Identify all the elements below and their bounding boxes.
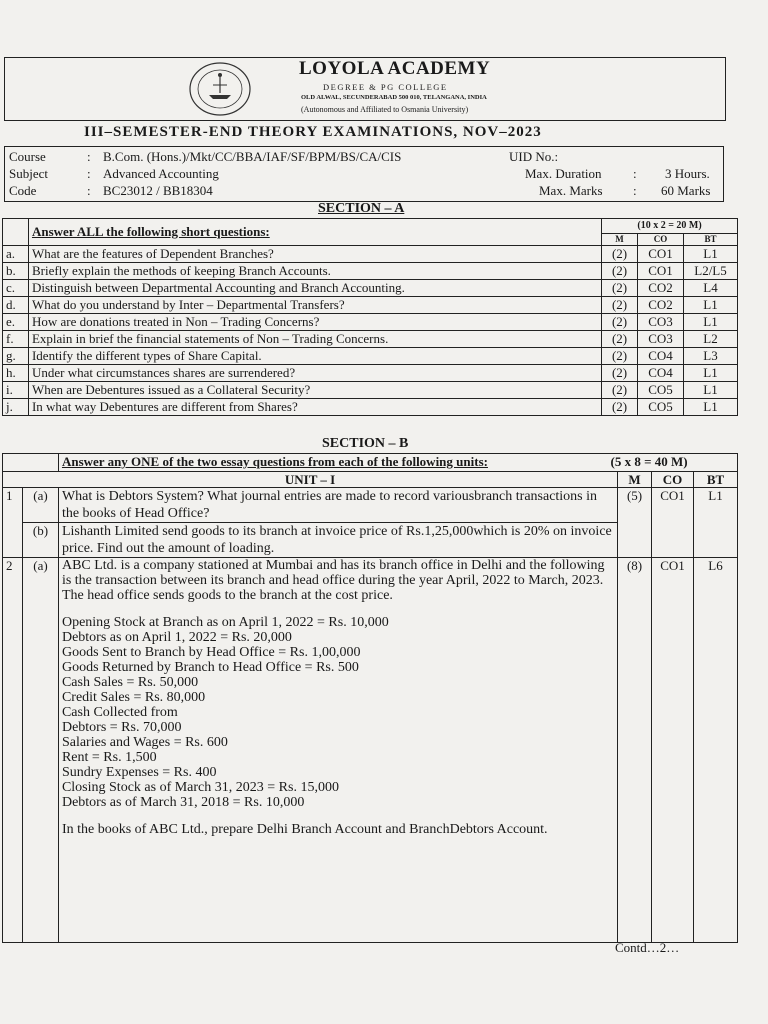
question-co: CO3 [638,331,684,348]
question-marks: (2) [602,331,638,348]
question-label: i. [3,382,29,399]
col-m-header: M [618,472,652,488]
subject-label: Subject [9,166,48,181]
section-a-marks-note: (10 x 2 = 20 M) [602,219,738,234]
college-subtitle: DEGREE & PG COLLEGE [323,82,448,92]
unit-header-row [3,472,738,488]
question-label: a. [3,246,29,263]
question-bt: L6 [694,558,738,943]
course-row [5,149,723,166]
question-bt: L1 [694,488,738,558]
code-colon: : [87,183,91,198]
question-row [3,246,738,263]
duration-label: Max. Duration [525,166,602,181]
question-text: Identify the different types of Share Capital. [28,348,601,365]
subject-value: Advanced Accounting [103,166,219,181]
question-label: c. [3,280,29,297]
question-label: b. [3,263,29,280]
question-marks: (2) [602,297,638,314]
question-number: 1 [3,488,23,558]
subject-colon: : [87,166,91,181]
course-label: Course [9,149,46,164]
col-co-header: CO [652,472,694,488]
data-line: Debtors = Rs. 70,000 [61,720,182,735]
question-label: g. [3,348,29,365]
question-bt: L1 [684,297,738,314]
code-value: BC23012 / BB18304 [103,183,213,198]
question-label: h. [3,365,29,382]
college-name: LOYOLA ACADEMY [299,58,491,79]
exam-info-box [4,146,724,202]
question-co: CO2 [638,297,684,314]
subject-row [5,166,723,183]
question-label: d. [3,297,29,314]
section-b-table [2,453,738,943]
data-line: Cash Sales = Rs. 50,000 [61,675,199,690]
question-marks: (2) [602,246,638,263]
question-text: Briefly explain the methods of keeping Branch Accounts. [28,263,601,280]
question-co: CO3 [638,314,684,331]
question-marks: (2) [602,263,638,280]
question-intro: ABC Ltd. is a company stationed at Mumbai and has its branch office in Delhi and the following is the transaction between its branch and head office during the year April, 2022 to March, 2023. The head office sends goods to the branch at the cost price. [61,558,605,603]
data-line: Opening Stock at Branch as on April 1, 2022 = Rs. 10,000 [61,615,389,630]
marks-value: 60 Marks [661,183,711,198]
question-co: CO5 [638,399,684,416]
question-text: In what way Debentures are different from Shares? [28,399,601,416]
data-line: Credit Sales = Rs. 80,000 [61,690,206,705]
question-label: j. [3,399,29,416]
question-number: 2 [3,558,23,943]
college-address: OLD ALWAL, SECUNDERABAD 500 010, TELANGANA, INDIA [301,94,487,101]
continued-note: Contd…2… [615,940,680,955]
col-bt-header: BT [684,234,738,246]
question-text: What are the features of Dependent Branches? [28,246,601,263]
question-row [3,331,738,348]
question-part-label: (a) [22,558,58,943]
question-marks: (2) [602,280,638,297]
question-co: CO1 [638,246,684,263]
col-bt-header: BT [694,472,738,488]
question-co: CO1 [652,488,694,558]
question-row [3,263,738,280]
question-co: CO1 [652,558,694,943]
data-line: Debtors as on April 1, 2022 = Rs. 20,000 [61,630,292,645]
question-marks: (8) [618,558,652,943]
question-co: CO4 [638,348,684,365]
college-header [4,57,726,121]
question-row [3,280,738,297]
question-bt: L1 [684,399,738,416]
question-row [3,488,738,523]
question-co: CO2 [638,280,684,297]
code-label: Code [9,183,37,198]
code-row [5,183,723,200]
question-marks: (2) [602,365,638,382]
data-line: Goods Sent to Branch by Head Office = Rs. 1,00,000 [61,645,361,660]
duration-colon: : [633,166,637,181]
data-line: Cash Collected from [61,705,178,720]
marks-label: Max. Marks [539,183,603,198]
section-b-instruction: Answer any ONE of the two essay questions from each of the following units: [61,454,488,469]
exam-title: III–SEMESTER-END THEORY EXAMINATIONS, NOV–2023 [84,124,542,140]
course-colon: : [87,149,91,164]
question-row [3,314,738,331]
unit-title: UNIT – I [3,472,618,488]
question-marks: (5) [618,488,652,558]
question-text: Explain in brief the financial statements of Non – Trading Concerns. [28,331,601,348]
college-affiliation: (Autonomous and Affiliated to Osmania University) [301,105,469,114]
question-bt: L4 [684,280,738,297]
question-bt: L1 [684,246,738,263]
data-line: Rent = Rs. 1,500 [61,750,157,765]
question-part-label: (a) [22,488,58,523]
data-line: Sundry Expenses = Rs. 400 [61,765,217,780]
section-b-marks-note: (5 x 8 = 40 M) [610,454,688,469]
data-line: Closing Stock as of March 31, 2023 = Rs. 15,000 [61,780,339,795]
question-text: Lishanth Limited send goods to its branch at invoice price of Rs.1,25,000which is 20% on invoice price. Find out the amount of loading. [58,523,617,558]
marks-colon: : [633,183,637,198]
section-b-instruction-row [3,454,738,472]
uid-label: UID No.: [509,149,559,164]
question-co: CO1 [638,263,684,280]
question-marks: (2) [602,314,638,331]
section-a-title: SECTION – A [318,201,405,216]
question-row [3,365,738,382]
question-text: What do you understand by Inter – Departmental Transfers? [28,297,601,314]
col-co-header: CO [638,234,684,246]
col-m-header: M [602,234,638,246]
question-closing: In the books of ABC Ltd., prepare Delhi Branch Account and BranchDebtors Account. [61,822,548,837]
question-label: e. [3,314,29,331]
question-row [3,348,738,365]
question-co: CO4 [638,365,684,382]
question-row [3,558,738,943]
question-text: How are donations treated in Non – Trading Concerns? [28,314,601,331]
question-text: What is Debtors System? What journal entries are made to record variousbranch transactions in the books of Head Office? [58,488,617,523]
data-line: Goods Returned by Branch to Head Office = Rs. 500 [61,660,359,675]
question-marks: (2) [602,382,638,399]
data-line: Salaries and Wages = Rs. 600 [61,735,228,750]
question-bt: L1 [684,382,738,399]
question-co: CO5 [638,382,684,399]
section-a-table [2,218,738,416]
question-bt: L1 [684,365,738,382]
question-part-label: (b) [22,523,58,558]
question-row [3,399,738,416]
section-a-header-row [3,219,738,234]
college-seal-icon [187,61,253,117]
question-text: Under what circumstances shares are surrendered? [28,365,601,382]
question-row [3,382,738,399]
question-row [3,297,738,314]
data-line: Debtors as of March 31, 2018 = Rs. 10,000 [61,795,305,810]
question-marks: (2) [602,399,638,416]
question-bt: L3 [684,348,738,365]
question-text-block [58,558,617,943]
question-marks: (2) [602,348,638,365]
question-label: f. [3,331,29,348]
course-value: B.Com. (Hons.)/Mkt/CC/BBA/IAF/SF/BPM/BS/CA/CIS [103,149,402,164]
question-bt: L1 [684,314,738,331]
duration-value: 3 Hours. [665,166,710,181]
question-bt: L2/L5 [684,263,738,280]
question-bt: L2 [684,331,738,348]
question-text: Distinguish between Departmental Accounting and Branch Accounting. [28,280,601,297]
section-a-instruction: Answer ALL the following short questions: [28,219,601,246]
section-b-title: SECTION – B [322,436,409,451]
question-text: When are Debentures issued as a Collateral Security? [28,382,601,399]
